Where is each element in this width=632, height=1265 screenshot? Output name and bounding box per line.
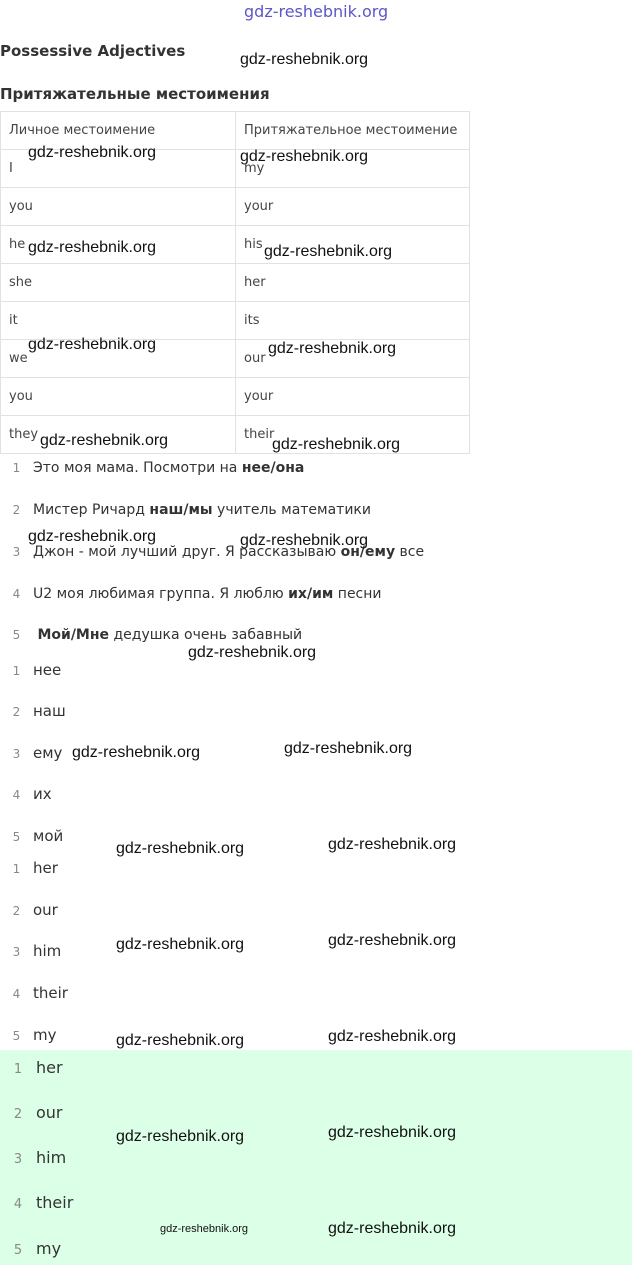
watermark: gdz-reshebnik.org [116,1032,245,1049]
exercise-item: 1 Это моя мама. Посмотри на нее/она [12,460,305,476]
watermark: gdz-reshebnik.org [28,239,157,256]
watermark: gdz-reshebnik.org [160,1223,249,1235]
table-row [1,302,470,340]
exercise-item: 3 Джон - мой лучший друг. Я рассказываю он/ему все [12,544,425,560]
watermark: gdz-reshebnik.org [116,936,245,953]
cell-personal: we [1,340,236,378]
watermark: gdz-reshebnik.org [28,144,157,161]
cell-possessive: their [236,416,470,454]
site-link[interactable]: gdz-reshebnik.org [244,2,389,21]
cell-personal: you [1,378,236,416]
watermark: gdz-reshebnik.org [72,744,201,761]
watermark: gdz-reshebnik.org [284,740,413,757]
answer-final-item: 4 their [13,1193,74,1212]
cell-possessive: our [236,340,470,378]
watermark: gdz-reshebnik.org [264,243,393,260]
exercise-item: 5 Мой/Мне дедушка очень забавный [12,627,303,643]
cell-personal: she [1,264,236,302]
watermark: gdz-reshebnik.org [188,644,317,661]
answer-ru-item: 1 нее [12,661,62,679]
watermark: gdz-reshebnik.org [272,436,401,453]
cell-possessive: your [236,188,470,226]
watermark: gdz-reshebnik.org [328,836,457,853]
cell-personal: it [1,302,236,340]
cell-personal: he [1,226,236,264]
header-possessive: Притяжательное местоимение [236,112,470,150]
watermark: gdz-reshebnik.org [28,336,157,353]
answer-en-item: 5 my [12,1026,57,1044]
cell-personal: they [1,416,236,454]
cell-personal: you [1,188,236,226]
answer-final-item: 5 my [13,1239,62,1258]
answer-ru-item: 2 наш [12,702,66,720]
title-russian: Притяжательные местоимения [0,85,270,103]
table-row [1,188,470,226]
watermark: gdz-reshebnik.org [28,528,157,545]
cell-possessive: your [236,378,470,416]
answer-ru-item: 5 мой [12,827,64,845]
answer-en-item: 1 her [12,859,58,877]
table-row [1,378,470,416]
answer-en-item: 3 him [12,942,62,960]
answer-ru-item: 4 их [12,785,52,803]
cell-possessive: my [236,150,470,188]
title-english: Possessive Adjectives [0,42,186,60]
watermark: gdz-reshebnik.org [116,840,245,857]
answer-final-item: 3 him [13,1148,67,1167]
cell-personal: I [1,150,236,188]
watermark: gdz-reshebnik.org [116,1128,245,1145]
answer-en-item: 2 our [12,901,58,919]
answer-final-item: 1 her [13,1058,63,1077]
answer-en-item: 4 their [12,984,68,1002]
watermark: gdz-reshebnik.org [328,1028,457,1045]
watermark: gdz-reshebnik.org [268,340,397,357]
watermark: gdz-reshebnik.org [328,932,457,949]
cell-possessive: its [236,302,470,340]
table-row [1,264,470,302]
header-personal: Личное местоимение [1,112,236,150]
watermark: gdz-reshebnik.org [240,51,369,68]
answers-highlight [0,1050,632,1265]
watermark: gdz-reshebnik.org [328,1124,457,1141]
pronoun-table [0,111,470,454]
watermark: gdz-reshebnik.org [40,432,169,449]
watermark: gdz-reshebnik.org [328,1220,457,1237]
watermark: gdz-reshebnik.org [240,532,369,549]
answer-ru-item: 3 ему [12,744,63,762]
exercise-item: 2 Мистер Ричард наш/мы учитель математики [12,502,371,518]
cell-possessive: her [236,264,470,302]
cell-possessive: his [236,226,470,264]
watermark: gdz-reshebnik.org [240,148,369,165]
exercise-item: 4 U2 моя любимая группа. Я люблю их/им песни [12,586,382,602]
answer-final-item: 2 our [13,1103,63,1122]
